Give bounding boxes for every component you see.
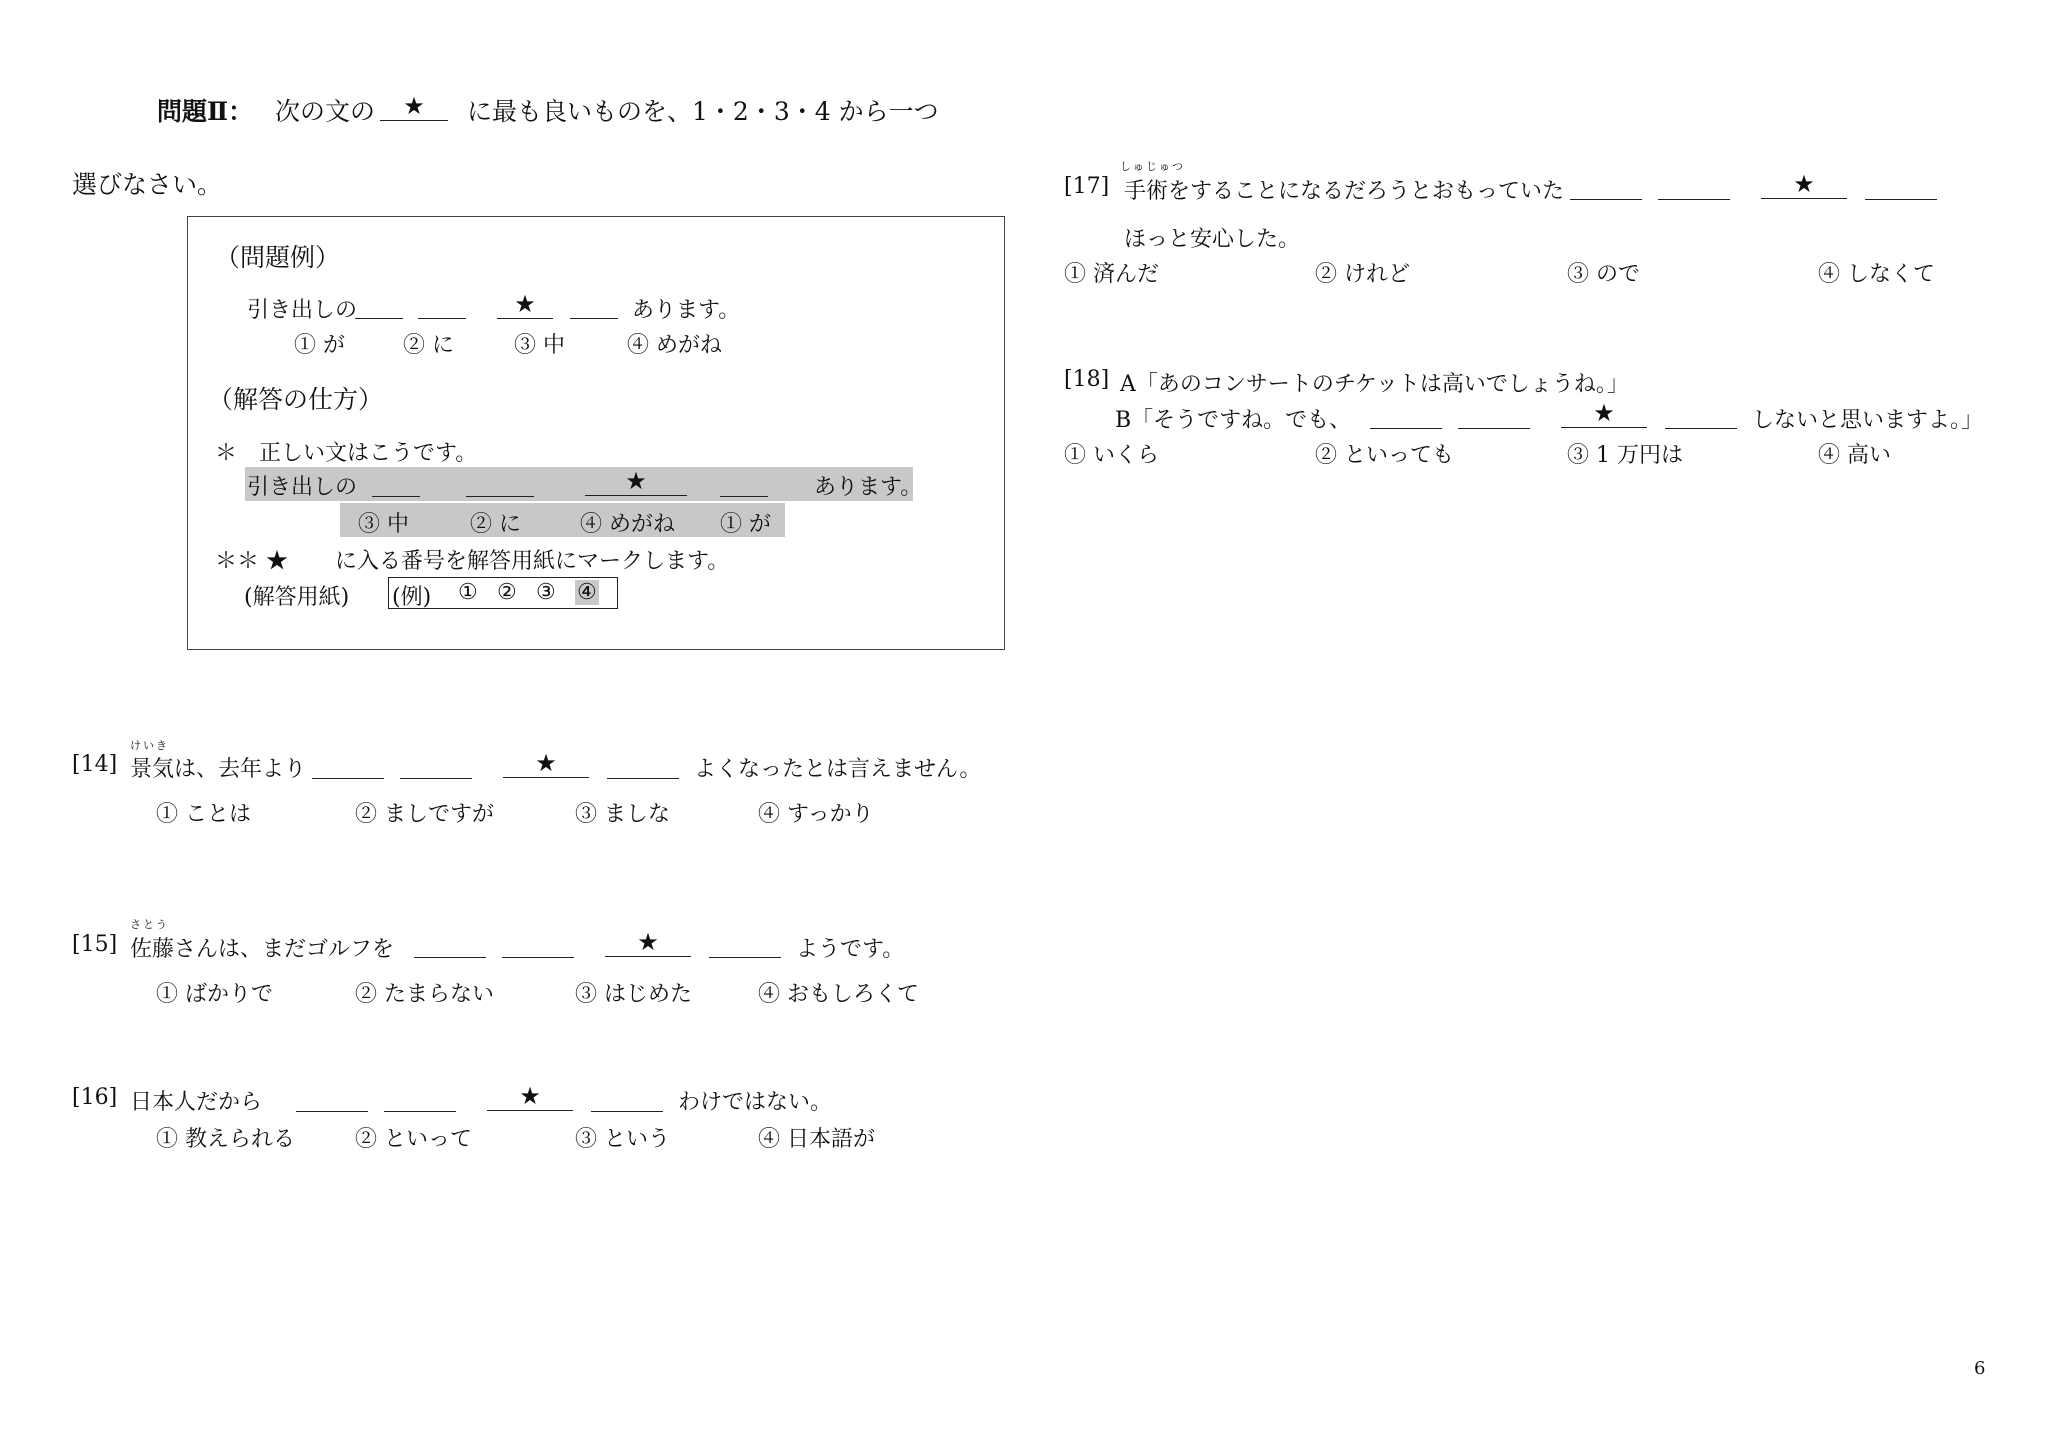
star-icon: ★ <box>519 1082 541 1110</box>
q18-line-b-prefix: B「そうですね。でも、 <box>1115 408 1352 433</box>
q14-ruby: けいき <box>130 739 169 752</box>
star-icon: ★ <box>535 749 557 777</box>
q14-option-4: ④ すっかり <box>758 802 874 827</box>
q15-blank-2 <box>502 957 574 958</box>
q17-number: [17] <box>1064 174 1110 199</box>
q14-number: [14] <box>72 752 118 777</box>
q15-blank-4 <box>709 957 781 958</box>
answer-order-3: ④ めがね <box>580 512 675 537</box>
howto-note-1: ＊ 正しい文はこうです。 <box>215 441 478 466</box>
q18-blank-1 <box>1370 428 1442 429</box>
q18-blank-4 <box>1665 428 1737 429</box>
example-option-1: ① が <box>294 333 345 358</box>
q16-option-2: ② といって <box>355 1127 472 1152</box>
q16-blank-1 <box>296 1111 368 1112</box>
q16-prefix: 日本人だから <box>130 1090 263 1115</box>
q14-option-2: ② ましですが <box>355 802 494 827</box>
q14-blank-4 <box>607 778 679 779</box>
q17-option-2: ② けれど <box>1315 262 1410 287</box>
q17-blank-2 <box>1658 199 1730 200</box>
example-star-blank <box>497 290 553 319</box>
answer-sheet-mark-2: ② <box>497 580 517 605</box>
q17-option-3: ③ ので <box>1567 262 1640 287</box>
q18-option-4: ④ 高い <box>1818 443 1891 468</box>
q16-star-blank <box>487 1082 573 1111</box>
answer-sheet-mark-3: ③ <box>536 580 556 605</box>
section-instruction-line2: 選びなさい。 <box>72 170 223 199</box>
section-label: 問題Ⅱ： <box>157 97 254 126</box>
example-title: （問題例） <box>215 243 341 272</box>
q18-line-b-suffix: しないと思いますよ。」 <box>1752 408 1984 433</box>
q17-blank-1 <box>1570 199 1642 200</box>
howto-title: （解答の仕方） <box>208 385 384 414</box>
q18-line-a: A「あのコンサートのチケットは高いでしょうね。」 <box>1120 372 1629 397</box>
example-sentence-suffix: あります。 <box>632 298 741 323</box>
q14-option-3: ③ ましな <box>575 802 670 827</box>
section-instruction-suffix: に最も良いものを、1・2・3・4 から一つ <box>467 97 939 126</box>
q18-option-1: ① いくら <box>1064 443 1159 468</box>
howto-note-2-prefix: ＊＊ ★ <box>215 549 288 574</box>
q16-option-4: ④ 日本語が <box>758 1127 875 1152</box>
howto-note-2-suffix: に入る番号を解答用紙にマークします。 <box>335 549 730 574</box>
q17-blank-4 <box>1865 199 1937 200</box>
q15-option-1: ① ばかりで <box>156 982 273 1007</box>
q16-blank-2 <box>384 1111 456 1112</box>
q14-option-1: ① ことは <box>156 802 251 827</box>
star-icon: ★ <box>625 467 647 495</box>
answer-sheet-mark-1: ① <box>458 580 478 605</box>
answer-order-2: ② に <box>470 512 521 537</box>
q14-suffix: よくなったとは言えません。 <box>694 757 982 782</box>
q18-option-3: ③ 1 万円は <box>1567 443 1683 468</box>
example-blank-1 <box>355 318 403 319</box>
q15-ruby: さとう <box>130 918 169 931</box>
star-icon: ★ <box>403 92 425 120</box>
example-sentence-prefix: 引き出しの <box>247 298 358 323</box>
q16-blank-4 <box>591 1111 663 1112</box>
answer-order-1: ③ 中 <box>358 512 409 537</box>
q18-star-blank <box>1561 399 1647 428</box>
q15-option-3: ③ はじめた <box>575 982 692 1007</box>
example-option-2: ② に <box>403 333 454 358</box>
star-icon: ★ <box>514 290 536 318</box>
example-option-3: ③ 中 <box>514 333 565 358</box>
q15-number: [15] <box>72 932 118 957</box>
q18-blank-2 <box>1458 428 1530 429</box>
answer-order-4: ① が <box>720 512 771 537</box>
example-blank-2 <box>418 318 466 319</box>
answer-sentence-suffix: あります。 <box>814 475 923 500</box>
example-option-4: ④ めがね <box>627 333 722 358</box>
q15-prefix: 佐藤さんは、まだゴルフを <box>130 937 395 962</box>
q17-option-4: ④ しなくて <box>1818 262 1935 287</box>
q17-prefix: 手術をすることになるだろうとおもっていた <box>1124 179 1565 204</box>
q15-star-blank <box>605 928 691 957</box>
answer-sheet-mark-4-selected: ④ <box>577 580 597 605</box>
q14-blank-1 <box>312 778 384 779</box>
q15-option-4: ④ おもしろくて <box>758 982 919 1007</box>
q17-option-1: ① 済んだ <box>1064 262 1159 287</box>
q17-ruby: しゅじゅつ <box>1120 160 1185 173</box>
answer-sheet-label: (解答用紙) <box>244 585 350 610</box>
q14-star-blank <box>503 749 589 778</box>
q18-number: [18] <box>1064 367 1110 392</box>
q17-line2: ほっと安心した。 <box>1124 227 1301 252</box>
answer-sheet-example: (例) <box>392 585 432 610</box>
q17-star-blank <box>1761 170 1847 199</box>
star-icon: ★ <box>1593 399 1615 427</box>
answer-star-blank <box>585 467 687 496</box>
q18-option-2: ② といっても <box>1315 443 1454 468</box>
q15-suffix: ようです。 <box>796 937 905 962</box>
q14-prefix: 景気は、去年より <box>130 757 307 782</box>
star-icon: ★ <box>1793 170 1815 198</box>
q14-blank-2 <box>400 778 472 779</box>
q16-number: [16] <box>72 1085 118 1110</box>
q16-option-3: ③ という <box>575 1127 670 1152</box>
section-header <box>157 92 375 128</box>
section-instruction-prefix: 次の文の <box>275 97 376 126</box>
q16-option-1: ① 教えられる <box>156 1127 295 1152</box>
q15-option-2: ② たまらない <box>355 982 494 1007</box>
page-number: 6 <box>1974 1358 1986 1379</box>
star-icon: ★ <box>637 928 659 956</box>
q15-blank-1 <box>414 957 486 958</box>
answer-blank-4 <box>720 496 768 497</box>
answer-sentence-prefix: 引き出しの <box>247 475 358 500</box>
answer-blank-1 <box>372 496 420 497</box>
q16-suffix: わけではない。 <box>678 1090 833 1115</box>
example-blank-4 <box>570 318 618 319</box>
answer-blank-2 <box>466 496 534 497</box>
header-star-blank <box>380 92 448 121</box>
